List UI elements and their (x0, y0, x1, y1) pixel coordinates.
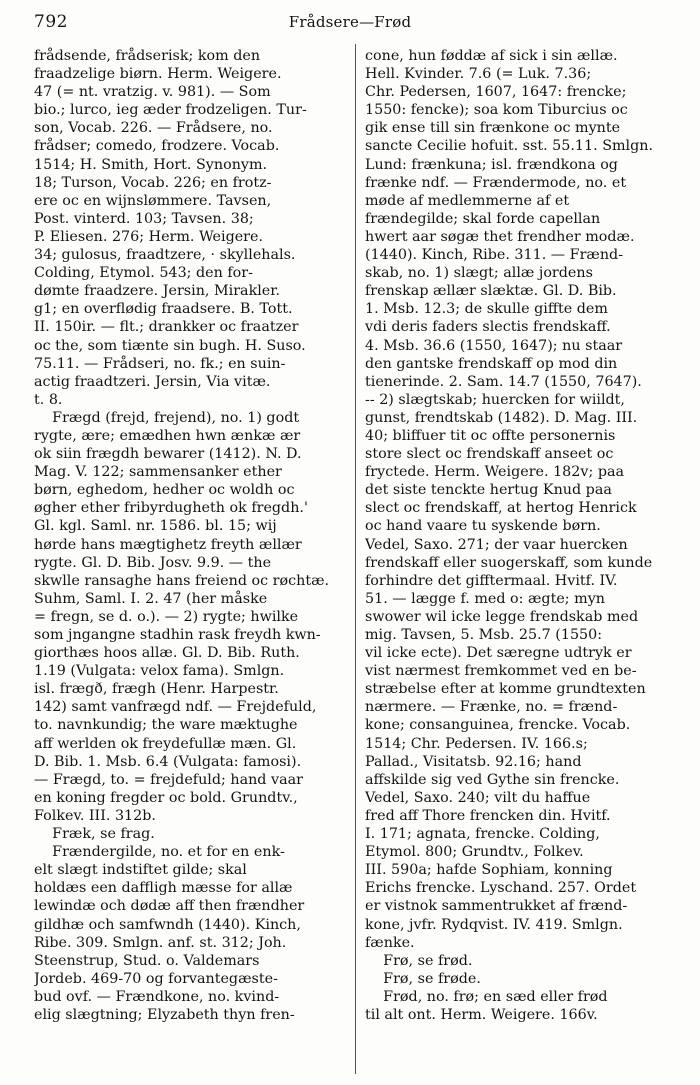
text-line: frenskap ællær slæktæ. Gl. D. Bib. (365, 283, 617, 300)
text-line: g1; en overflødig fraadsere. B. Tott. (34, 301, 293, 318)
text-line: III. 590a; hafde Sophiam, konning (365, 862, 613, 879)
text-line: en koning fregder oc bold. Grundtv., (34, 789, 298, 806)
text-line: Mag. V. 122; sammensanker ether (34, 464, 282, 481)
text-line: Jordeb. 469-70 og forvantegæste- (34, 970, 278, 987)
text-line: hwert aar søgæ thet frendher modæ. (365, 228, 635, 245)
text-line: 1514; Chr. Pedersen. IV. 166.s; (365, 735, 588, 752)
text-line: bio.; lurco, ieg æder frodzeligen. Tur- (34, 102, 307, 119)
text-line: P. Eliesen. 276; Herm. Weigere. (34, 228, 264, 245)
text-line: frænke ndf. — Frændermode, no. et (365, 174, 627, 191)
text-line: nærmere. — Frænke, no. = frænd- (365, 699, 618, 716)
text-line: Chr. Pedersen, 1607, 1647: frencke; (365, 84, 627, 101)
text-line: møde af medlemmerne af et (365, 192, 570, 209)
text-line: 47 (= nt. vratzig. v. 981). — Som (34, 84, 271, 101)
text-line: -- 2) slægtskab; huercken for wiildt, (365, 391, 625, 408)
text-line: tienerinde. 2. Sam. 14.7 (1550, 7647). (365, 373, 642, 390)
text-line: ok siin frægdh bewarer (1412). N. D. (34, 446, 302, 463)
text-line: vdi deris faders slectis frendskaff. (365, 319, 611, 336)
text-line: 75.11. — Frådseri, no. fk.; en suin- (34, 355, 286, 372)
text-line: rygte, ære; emædhen hwn ænkæ ær (34, 427, 301, 444)
running-head: Frådsere—Frød (288, 13, 412, 31)
text-line: 34; gulosus, fraadtzere, · skyllehals. (34, 247, 296, 264)
text-line: (1440). Kinch, Ribe. 311. — Frænd- (365, 247, 624, 264)
text-line: vist nærmest fremkommet ved en be- (365, 663, 637, 680)
text-line: — Frægd, to. = frejdefuld; hand vaar (34, 771, 303, 788)
text-line: 1514; H. Smith, Hort. Synonym. (34, 156, 268, 173)
text-line: dømte fraadzere. Jersin, Mirakler. (34, 283, 281, 300)
text-line: I. 171; agnata, frencke. Colding, (365, 826, 600, 843)
text-line: Gl. kgl. Saml. nr. 1586. bl. 15; wij (34, 518, 277, 535)
text-line: det siste tenckte hertug Knud paa (365, 482, 612, 499)
text-line: oc hand vaare tu syskende børn. (365, 518, 601, 535)
text-line: gunst, frendtskab (1482). D. Mag. III. (365, 409, 638, 426)
text-line: giorthæs hoos allæ. Gl. D. Bib. Ruth. (34, 645, 300, 662)
text-line: fraadzelige biørn. Herm. Weigere. (34, 66, 282, 83)
text-line: fred aff Thore frencken din. Hvitf. (365, 807, 611, 824)
text-line: Pallad., Visitatsb. 92.16; hand (365, 753, 582, 770)
text-line: forhindre det gifftermaal. Hvitf. IV. (365, 572, 618, 589)
text-line: børn, eghedom, hedher oc woldh oc (34, 482, 295, 499)
text-line: bud ovf. — Frændkone, no. kvind- (34, 988, 280, 1005)
text-line: oc the, som tiænte sin bugh. H. Suso. (34, 337, 306, 354)
page-header (0, 0, 700, 40)
text-line: 18; Turson, Vocab. 226; en frotz- (34, 174, 272, 191)
text-line: elig slægtning; Elyzabeth thyn fren- (34, 1006, 295, 1023)
text-line: gildhæ och samfwndh (1440). Kinch, (34, 916, 301, 933)
text-line: frændegilde; skal forde capellan (365, 210, 601, 227)
text-line: hørde hans mægtighetz freyth ællær (34, 536, 302, 553)
text-line: frådser; comedo, frodzere. Vocab. (34, 138, 280, 155)
text-line: fryctede. Herm. Weigere. 182v; paa (365, 464, 625, 481)
text-line: isl. frægð, frægh (Henr. Harpestr. (34, 681, 279, 698)
text-line: 142) samt vanfrægd ndf. — Frejdefuld, (34, 699, 317, 716)
text-line: Lund: frænkuna; isl. frændkona og (365, 156, 618, 173)
text-line: frendskaff eller suogerskaff, som kunde (365, 554, 653, 571)
text-line: er vistnok sammentrukket af frænd- (365, 898, 628, 915)
text-line: kone; consanguinea, frencke. Vocab. (365, 717, 631, 734)
page-number: 792 (34, 12, 68, 32)
right-column (365, 47, 683, 1024)
text-line: to. navnkundig; the ware mæktughe (34, 717, 298, 734)
text-line: Frændergilde, no. et for en enk- (34, 844, 285, 861)
text-line: skab, no. 1) slægt; allæ jordens (365, 265, 593, 282)
text-line: = fregn, se d. o.). — 2) rygte; hwilke (34, 608, 299, 625)
text-line: lewindæ och dødæ aff then frændher (34, 898, 305, 915)
text-line: ere oc en wijnslømmere. Tavsen, (34, 192, 272, 209)
text-line: cone, hun føddæ af sick i sin ællæ. (365, 48, 618, 64)
text-line: son, Vocab. 226. — Frådsere, no. (34, 120, 273, 137)
text-line: Hell. Kvinder. 7.6 (= Luk. 7.36; (365, 66, 592, 83)
text-line: 51. — lægge f. med o: ægte; myn (365, 590, 605, 607)
text-line: Frø, se frøde. (365, 970, 481, 987)
text-line: 1. Msb. 12.3; de skulle giffte dem (365, 301, 608, 318)
text-line: Frø, se frød. (365, 952, 473, 969)
text-line: Post. vinterd. 103; Tavsen. 38; (34, 210, 254, 227)
text-line: aff werlden ok freydefullæ mæn. Gl. (34, 735, 297, 752)
text-line: øgher ether fribyrdugheth ok fregdh.' (34, 500, 308, 517)
text-line: skwlle ransaghe hans freiend oc røchtæ. (34, 572, 330, 589)
text-line: Fræk, se frag. (34, 826, 155, 843)
text-line: frådsende, frådserisk; kom den (34, 48, 261, 64)
text-line: 40; bliffuer tit oc offte personernis (365, 427, 616, 444)
text-line: 1550: fencke); soa kom Tiburcius oc (365, 102, 628, 119)
text-line: Frød, no. frø; en sæd eller frød (365, 988, 608, 1005)
text-line: affskilde sig ved Gythe sin frencke. (365, 771, 620, 788)
text-line: elt slægt indstiftet gilde; skal (34, 862, 247, 879)
text-line: den gantske frendskaff op mod din (365, 355, 618, 372)
text-line: 1.19 (Vulgata: velox fama). Smlgn. (34, 663, 285, 680)
text-line: 4. Msb. 36.6 (1550, 1647); nu staar (365, 337, 623, 354)
text-line: kone, jvfr. Rydqvist. IV. 419. Smlgn. (365, 916, 623, 933)
text-line: Folkev. III. 312b. (34, 807, 156, 824)
text-line: swower wil icke legge frendskab med (365, 608, 639, 625)
text-line: store slect oc frendskaff anseet oc (365, 446, 614, 463)
text-line: vil icke ecte). Det særegne udtryk er (365, 645, 632, 662)
left-column (34, 47, 356, 1024)
text-line: slect oc frendskaff, at hertog Henrick (365, 500, 637, 517)
text-line: Erichs frencke. Lyschand. 257. Ordet (365, 880, 637, 897)
text-line: Colding, Etymol. 543; den for- (34, 265, 253, 282)
text-line: Vedel, Saxo. 271; der vaar huercken (365, 536, 628, 553)
text-line: Steenstrup, Stud. o. Valdemars (34, 952, 260, 969)
text-line: Etymol. 800; Grundtv., Folkev. (365, 844, 584, 861)
text-line: mig. Tavsen, 5. Msb. 25.7 (1550: (365, 627, 603, 643)
text-line: gik ense till sin frænkone oc mynte (365, 120, 621, 137)
text-line: til alt ont. Herm. Weigere. 166v. (365, 1006, 598, 1023)
text-line: D. Bib. 1. Msb. 6.4 (Vulgata: famosi). (34, 753, 302, 770)
text-line: actig fraadtzeri. Jersin, Via vitæ. (34, 373, 271, 390)
text-line: t. 8. (34, 391, 63, 408)
text-line: Suhm, Saml. I. 2. 47 (her måske (34, 590, 268, 607)
text-line: Vedel, Saxo. 240; vilt du haffue (365, 789, 591, 806)
text-line: sancte Cecilie hofuit. sst. 55.11. Smlgn. (365, 138, 654, 155)
text-line: Frægd (frejd, frejend), no. 1) godt (34, 409, 300, 426)
text-line: som jngangne stadhin rask freydh kwn- (34, 627, 321, 643)
text-line: II. 150ir. — flt.; drankker oc fraatzer (34, 319, 299, 336)
text-line: rygte. Gl. D. Bib. Josv. 9.9. — the (34, 554, 272, 571)
text-line: stræbelse efter at komme grundtexten (365, 681, 646, 698)
text-line: fænke. (365, 934, 415, 951)
text-line: Ribe. 309. Smlgn. anf. st. 312; Joh. (34, 934, 287, 951)
text-line: holdæs een daffligh mæsse for allæ (34, 880, 293, 897)
